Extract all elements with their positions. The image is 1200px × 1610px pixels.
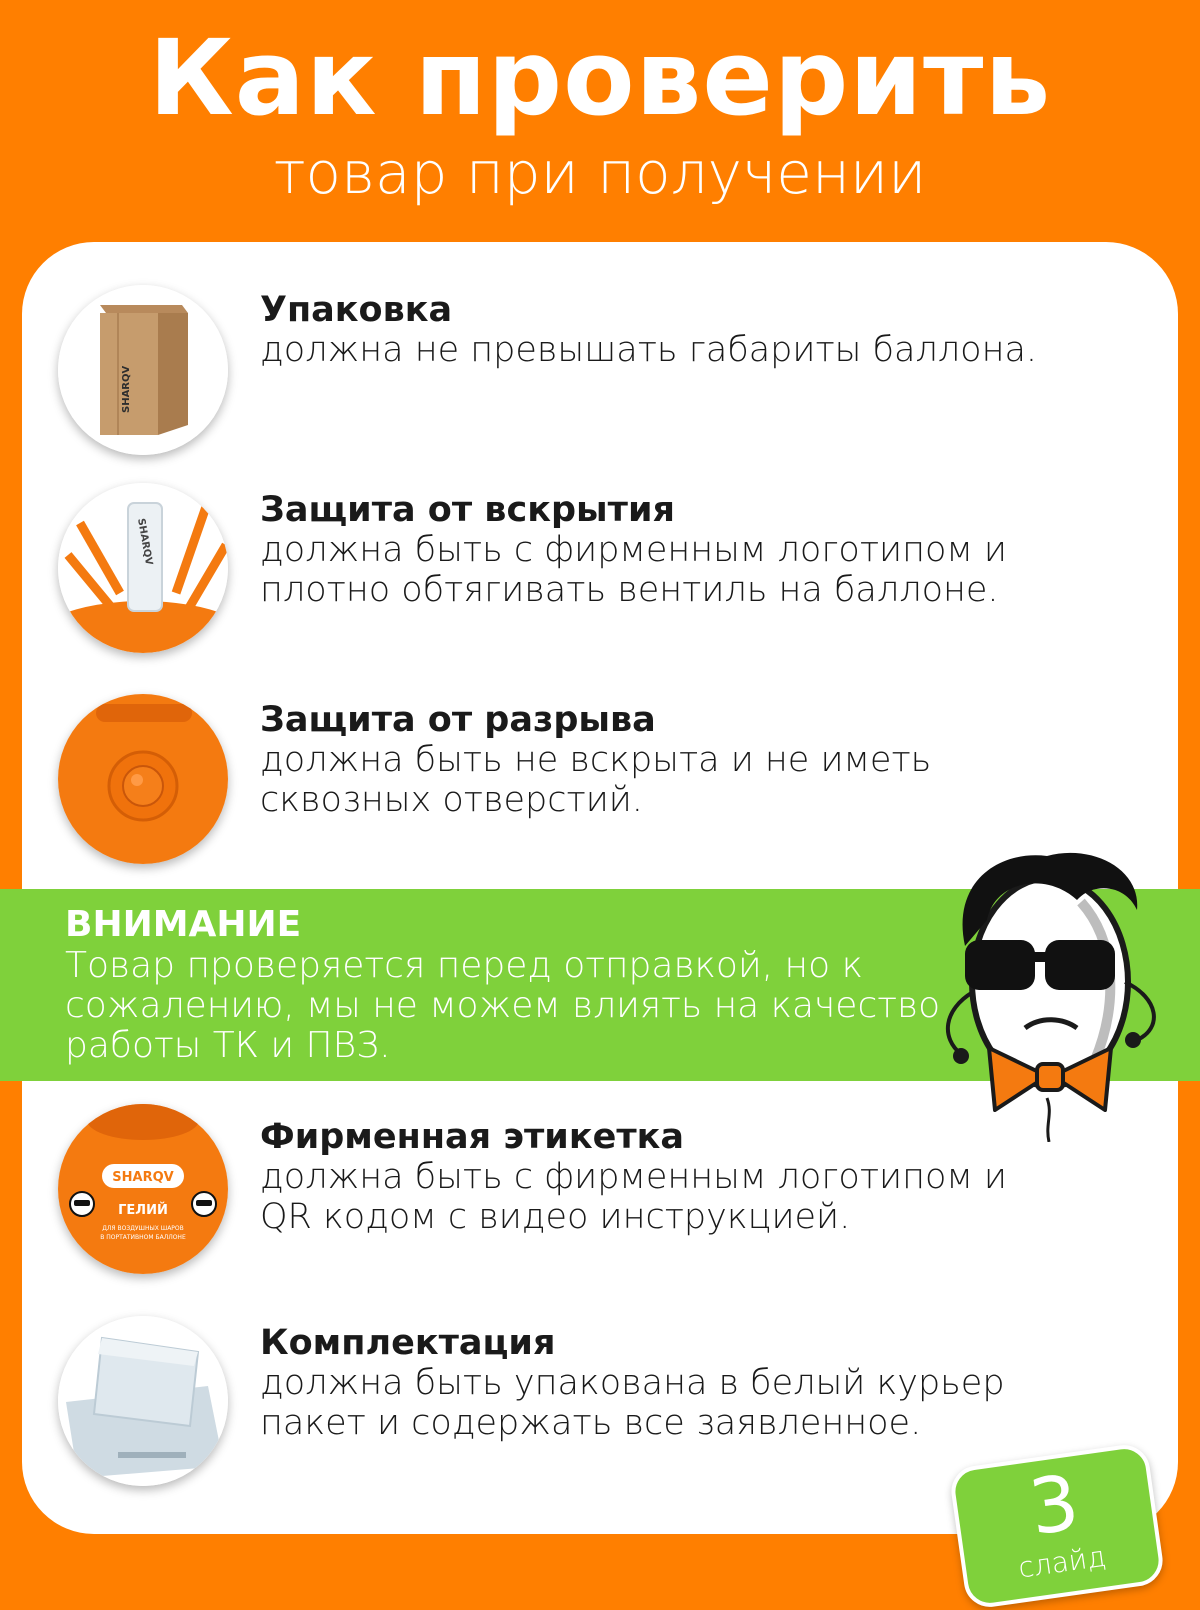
item-desc-burst [260, 740, 1100, 820]
notice-line: сожалению, мы не можем влиять на качество [65, 985, 941, 1026]
item-title-burst: Защита от разрыва [260, 700, 656, 740]
cardboard-box-image [58, 285, 228, 455]
desc-line: должна быть с фирменным логотипом и [260, 530, 1007, 570]
seal-logo: SHARQV [135, 517, 155, 567]
label-sub-line: ДЛЯ ВОЗДУШНЫХ ШАРОВ [102, 1225, 184, 1232]
page-subtitle: товар при получении [273, 139, 927, 207]
item-title-packaging: Упаковка [260, 290, 453, 330]
item-desc-contents [260, 1363, 1100, 1443]
valve-seal-icon [58, 483, 228, 653]
label-logo: SHARQV [112, 1170, 174, 1185]
item-title-contents: Комплектация [260, 1323, 556, 1363]
brand-label-icon [58, 1104, 228, 1274]
valve-seal-image [58, 483, 228, 653]
desc-line: плотно обтягивать вентиль на баллоне. [260, 570, 999, 610]
item-title-tamper: Защита от вскрытия [260, 490, 675, 530]
desc-line: должна быть упакована в белый курьер [260, 1363, 1005, 1403]
notice-text [65, 946, 945, 1066]
notice-line: работы ТК и ПВЗ. [65, 1025, 391, 1066]
desc-line: должна быть не вскрыта и не иметь [260, 740, 932, 780]
cardboard-box-icon [58, 285, 228, 455]
item-desc-label [260, 1157, 1100, 1237]
courier-bag-image [58, 1316, 228, 1486]
desc-line: должна не превышать габариты баллона. [260, 330, 1038, 370]
slide-number: 3 [1023, 1457, 1085, 1553]
notice-title: ВНИМАНИЕ [65, 904, 302, 945]
slide-badge [948, 1442, 1166, 1610]
slide-label: слайд [1016, 1539, 1108, 1585]
item-title-label: Фирменная этикетка [260, 1117, 684, 1157]
burst-disc-image [58, 694, 228, 864]
brand-label-image [58, 1104, 228, 1274]
page-title: Как проверить [148, 17, 1052, 139]
desc-line: должна быть с фирменным логотипом и [260, 1157, 1007, 1197]
desc-line: QR кодом с видео инструкцией. [260, 1197, 851, 1237]
burst-disc-icon [58, 694, 228, 864]
desc-line: сквозных отверстий. [260, 780, 643, 820]
courier-bag-icon [58, 1316, 228, 1486]
label-sub-line: В ПОРТАТИВНОМ БАЛЛОНЕ [100, 1234, 186, 1241]
desc-line: пакет и содержать все заявленное. [260, 1403, 922, 1443]
item-desc-tamper [260, 530, 1100, 610]
mascot-balloon-icon [925, 842, 1175, 1142]
notice-line: Товар проверяется перед отправкой, но к [65, 945, 863, 986]
item-desc-packaging [260, 330, 1100, 370]
box-logo: SHARQV [121, 365, 132, 413]
label-title: ГЕЛИЙ [118, 1203, 168, 1218]
